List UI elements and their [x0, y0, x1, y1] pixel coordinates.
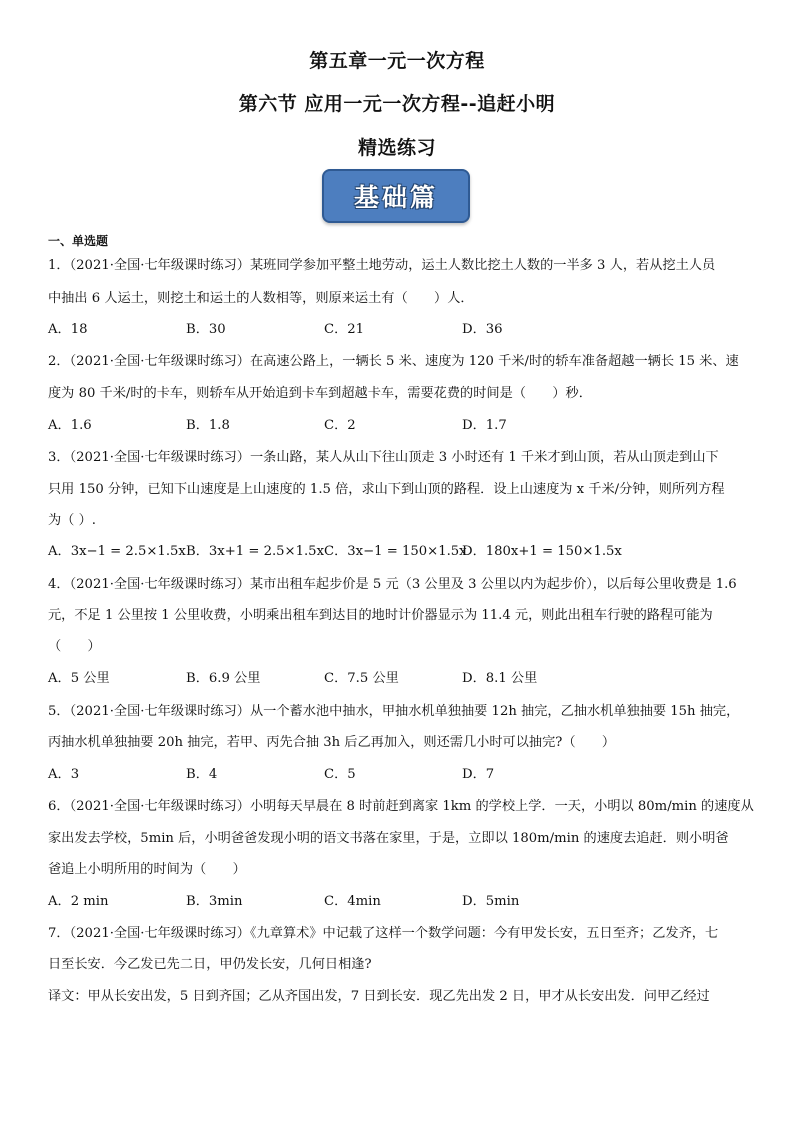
question-1-option-c: C．21	[324, 322, 365, 337]
question-6-option-d: D．5min	[462, 894, 520, 909]
question-5-line-1: 5．（2021·全国·七年级课时练习）从一个蓄水池中抽水，甲抽水机单独抽要 12h 抽完，乙抽水机单独抽要 15h 抽完，	[48, 704, 740, 719]
question-5-option-c: C．5	[324, 767, 356, 782]
question-5-option-a: A．3	[48, 767, 80, 782]
question-2-option-a: A．1.6	[48, 418, 92, 433]
question-2-option-b: B．1.8	[186, 418, 230, 433]
question-4-option-b: B．6.9 公里	[186, 671, 261, 686]
question-4-line-3: （ ）	[48, 639, 101, 654]
section-title: 第六节 应用一元一次方程--追赶小明	[238, 93, 556, 115]
question-2-option-d: D．1.7	[462, 418, 507, 433]
question-6-line-2: 家出发去学校，5min 后，小明爸爸发现小明的语文书落在家里，于是，立即以 180m/min 的速度去追赶．则小明爸	[48, 831, 729, 846]
question-1-option-a: A．18	[48, 322, 88, 337]
question-1-line-2: 中抽出 6 人运土，则挖土和运土的人数相等，则原来运土有（ ）人．	[48, 291, 474, 306]
question-3-line-1: 3．（2021·全国·七年级课时练习）一条山路，某人从山下往山顶走 3 小时还有 1 千米才到山顶，若从山顶走到山下	[48, 450, 719, 465]
question-4-option-c: C．7.5 公里	[324, 671, 399, 686]
level-badge	[322, 169, 470, 223]
question-3-line-2: 只用 150 分钟，已知下山速度是上山速度的 1.5 倍，求山下到山顶的路程．设上山速度为 x 千米/分钟，则所列方程	[48, 482, 725, 497]
question-6-option-c: C．4min	[324, 894, 381, 909]
question-4-option-d: D．8.1 公里	[462, 671, 538, 686]
question-7-line-3: 译文：甲从长安出发，5 日到齐国；乙从齐国出发，7 日到长安．现乙先出发 2 日，甲才从长安出发．问甲乙经过	[48, 989, 710, 1004]
question-4-line-2: 元，不足 1 公里按 1 公里收费，小明乘出租车到达目的地时计价器显示为 11.4 元，则此出租车行驶的路程可能为	[48, 608, 713, 623]
level-badge-label: 基础篇	[353, 183, 438, 212]
question-1-line-1: 1．（2021·全国·七年级课时练习）某班同学参加平整土地劳动，运土人数比挖土人数的一半多 3 人，若从挖土人员	[48, 258, 716, 273]
question-3-line-3: 为（ ）.	[48, 513, 96, 528]
question-2-option-c: C．2	[324, 418, 356, 433]
question-7-line-1: 7．（2021·全国·七年级课时练习）《九章算术》中记载了这样一个数学问题：今有甲发长安，五日至齐；乙发齐，七	[48, 926, 719, 941]
part-heading: 一、单选题	[48, 234, 109, 248]
chapter-title: 第五章一元一次方程	[309, 50, 485, 72]
question-5-option-b: B．4	[186, 767, 218, 782]
question-3-option-a: A．3x−1 = 2.5×1.5x	[48, 544, 186, 559]
question-5-option-d: D．7	[462, 767, 495, 782]
question-4-option-a: A．5 公里	[48, 671, 110, 686]
question-2-line-2: 度为 80 千米/时的卡车，则轿车从开始追到卡车到超越卡车，需要花费的时间是（ ）秒．	[48, 386, 592, 401]
subtitle: 精选练习	[357, 137, 436, 159]
question-6-line-1: 6．（2021·全国·七年级课时练习）小明每天早晨在 8 时前赶到离家 1km 的学校上学．一天，小明以 80m/min 的速度从	[48, 799, 754, 814]
question-3-option-b: B．3x+1 = 2.5×1.5x	[186, 544, 325, 559]
question-3-option-d: D．180x+1 = 150×1.5x	[462, 544, 622, 559]
question-6-option-a: A．2 min	[48, 894, 109, 909]
question-3-option-c: C．3x−1 = 150×1.5x	[324, 544, 467, 559]
question-1-option-d: D．36	[462, 322, 503, 337]
question-6-option-b: B．3min	[186, 894, 243, 909]
question-2-line-1: 2．（2021·全国·七年级课时练习）在高速公路上，一辆长 5 米、速度为 120 千米/时的轿车准备超越一辆长 15 米、速	[48, 354, 739, 369]
question-7-line-2: 日至长安．今乙发已先二日，甲仍发长安，几何日相逢?	[48, 957, 372, 972]
question-6-line-3: 爸追上小明所用的时间为（ ）	[48, 862, 246, 877]
question-4-line-1: 4．（2021·全国·七年级课时练习）某市出租车起步价是 5 元（3 公里及 3 公里以内为起步价），以后每公里收费是 1.6	[48, 577, 737, 592]
question-1-option-b: B．30	[186, 322, 226, 337]
question-5-line-2: 丙抽水机单独抽要 20h 抽完，若甲、丙先合抽 3h 后乙再加入，则还需几小时可以抽完?（ ）	[48, 735, 616, 750]
